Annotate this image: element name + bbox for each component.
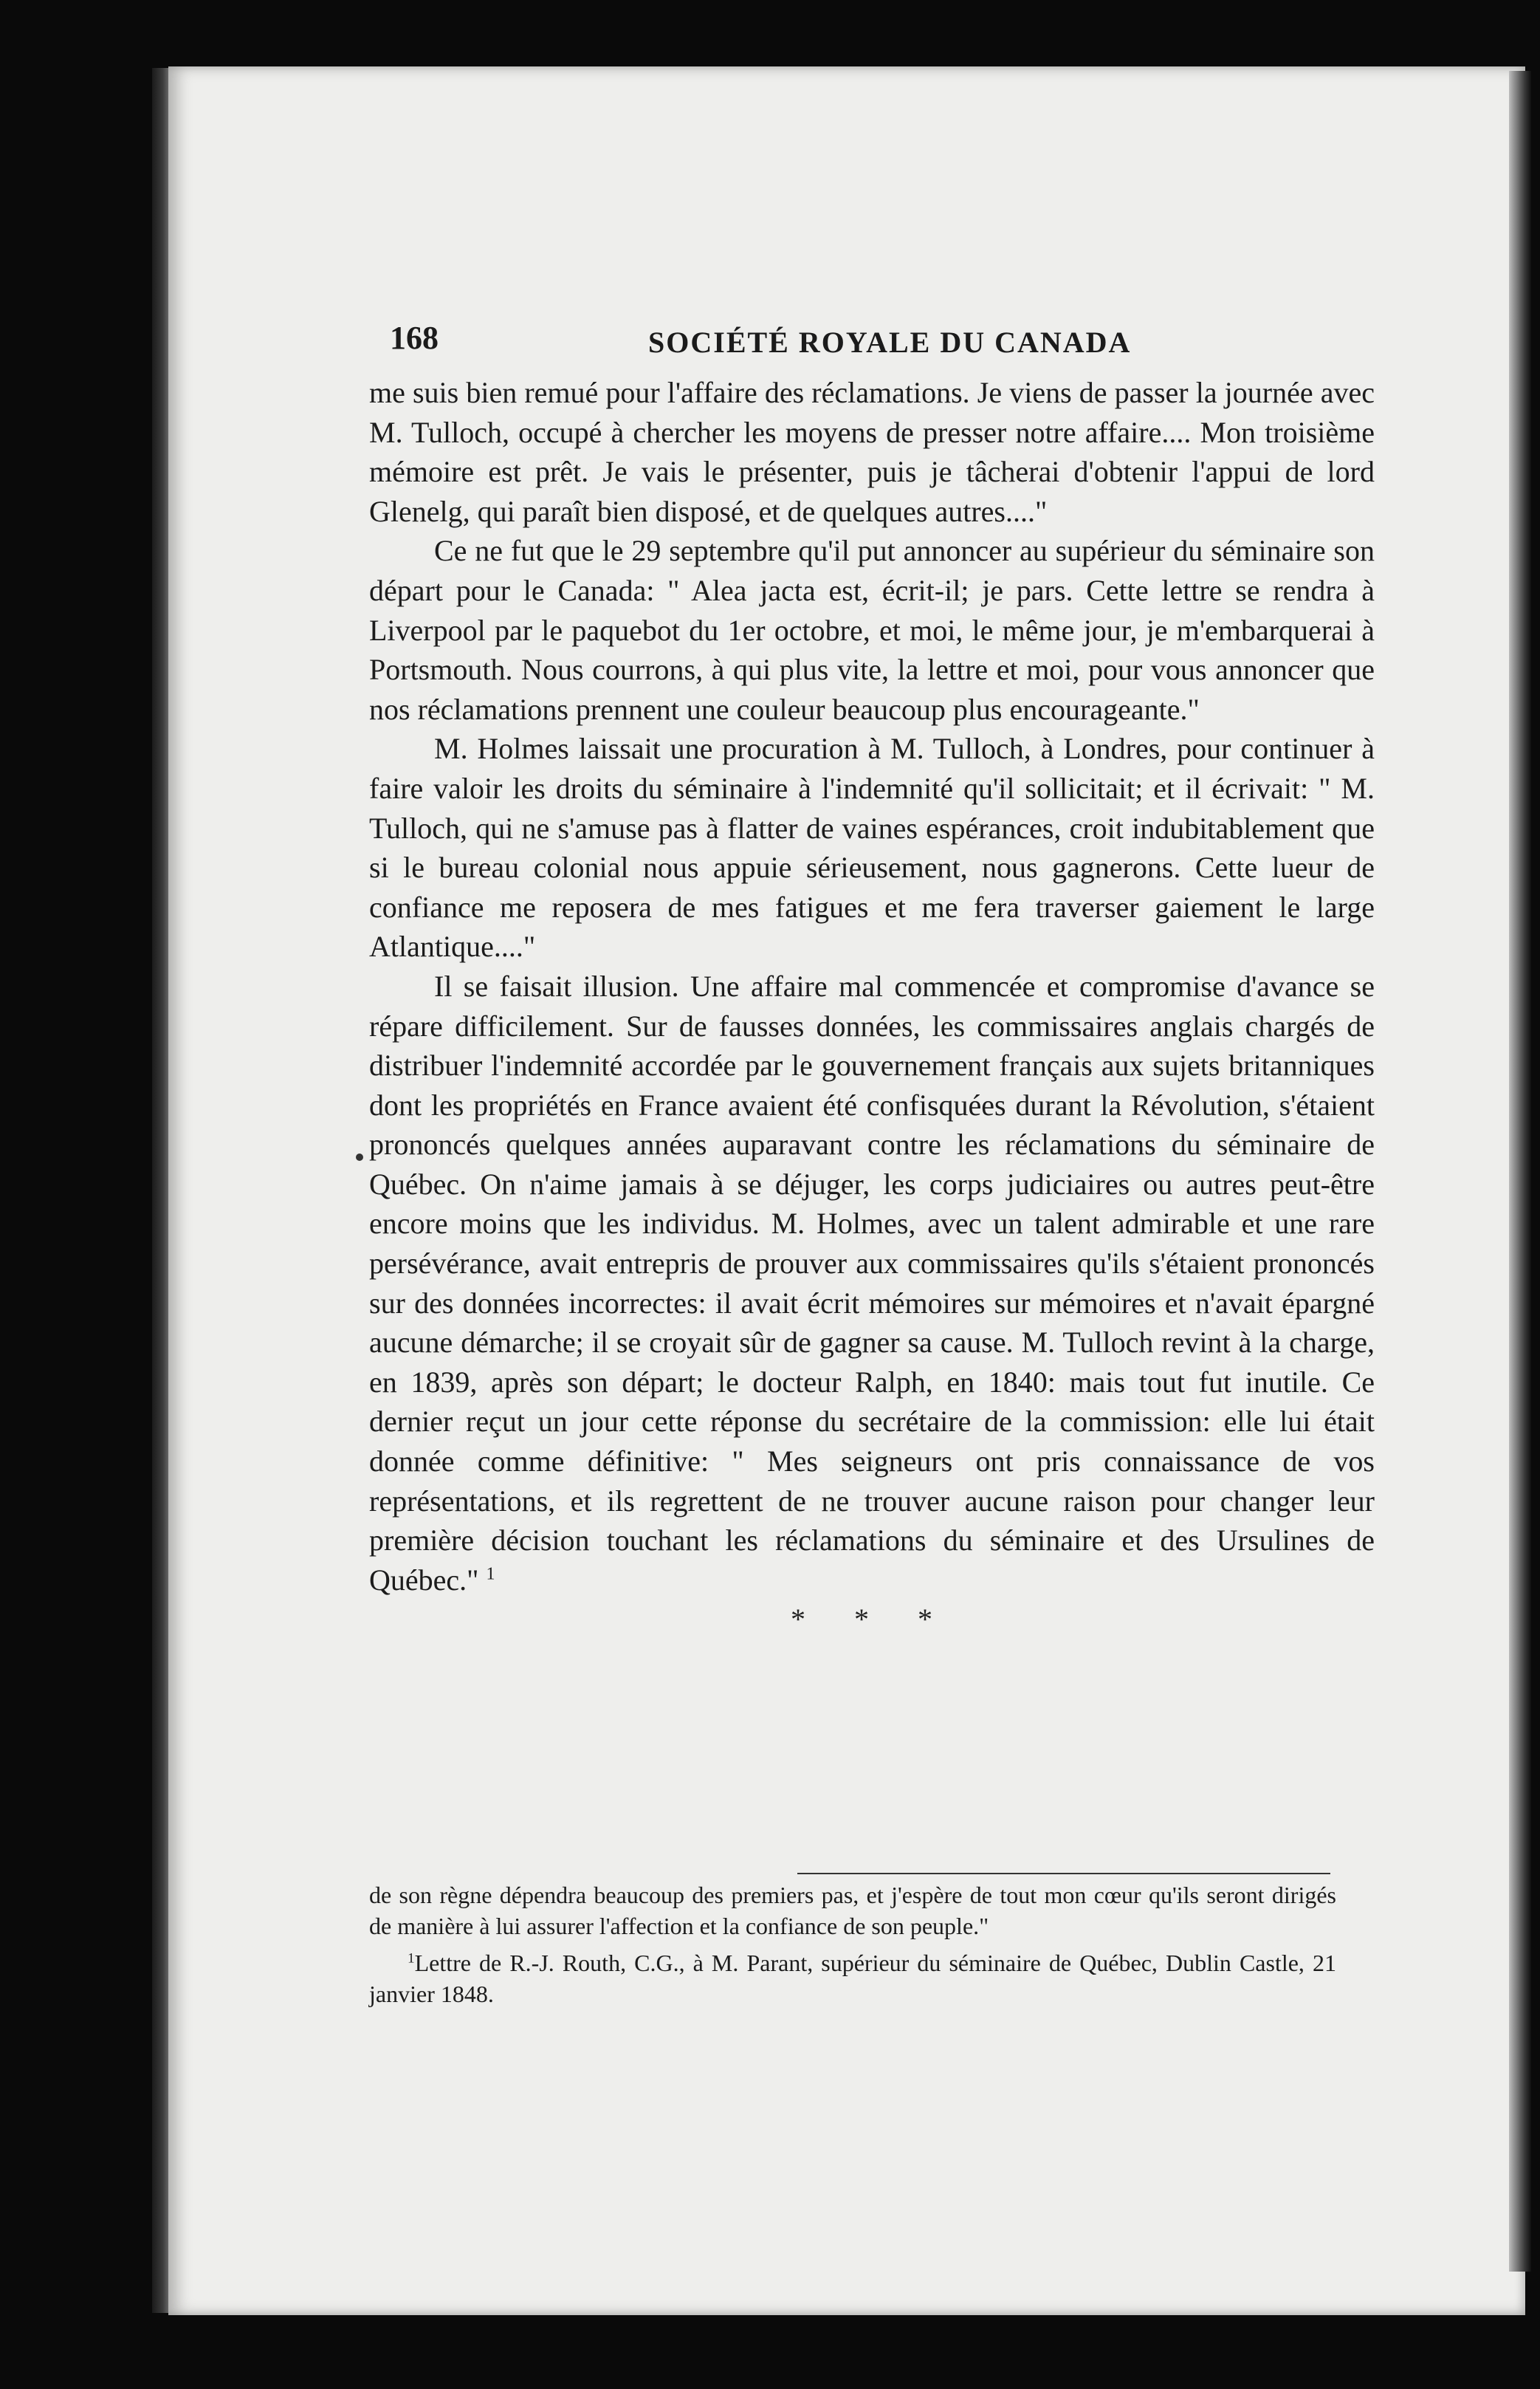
paragraph-text: Il se faisait illusion. Une affaire mal commencée et compromise d'avance se répare difficilement. Sur de fausses données, les commissaires anglais chargés de distribuer l'indemnité accordée par le gouvernement français aux sujets britanniques dont les propriétés en France avaient été confisquées durant la Révolution, s'étaient prononcés quelques années auparavant contre les réclamations du séminaire de Québec. On n'aime jamais à se déjuger, les corps judiciaires ou autres peut-être encore moins que les individus. M. Holmes, avec un talent admirable et une rare persévérance, avait entrepris de prouver aux commissaires qu'ils s'étaient prononcés sur des données incorrectes: il avait écrit mémoires sur mémoires et n'avait épargné aucune démarche; il se croyait sûr de gagner sa cause. M. Tulloch revint à la charge, en 1839, après son départ; le docteur Ralph, en 1840: mais tout fut inutile. Ce dernier reçut un jour cette réponse du secrétaire de la commission: elle lui était donnée comme définitive: " Mes seigneurs ont pris connaissance de vos représentations, et ils regrettent de ne trouver aucune raison pour changer leur première décision touchant les réclamations du séminaire et des Ursulines de Québec." <box>369 969 1375 1597</box>
footnote-1-marker: 1 <box>408 1950 415 1967</box>
body-text <box>369 373 1375 1639</box>
page-number: 168 <box>390 320 439 356</box>
paragraph-continued: me suis bien remué pour l'affaire des réclamations. Je viens de passer la journée avec M. Tulloch, occupé à chercher les moyens de presser notre affaire.... Mon troisième mémoire est prêt. Je vais le présenter, puis je tâcherai d'obtenir l'appui de lord Glenelg, qui paraît bien disposé, et de quelques autres...." <box>369 376 1375 528</box>
running-head: SOCIÉTÉ ROYALE DU CANADA <box>648 326 1132 359</box>
scan-left-edge <box>152 68 170 2313</box>
footnote-rule <box>797 1873 1330 1874</box>
page-header <box>390 319 1372 371</box>
margin-mark <box>356 1154 363 1161</box>
paragraph <box>369 967 1375 1600</box>
footnotes <box>369 1879 1336 2009</box>
scan-right-edge <box>1509 71 1531 2272</box>
footnote-continued: de son règne dépendra beaucoup des premiers pas, et j'espère de tout mon cœur qu'ils seront dirigés de manière à lui assurer l'affection et la confiance de son peuple." <box>369 1882 1336 1939</box>
paragraph: Ce ne fut que le 29 septembre qu'il put annoncer au supérieur du séminaire son départ pour le Canada: " Alea jacta est, écrit-il; je pars. Cette lettre se rendra à Liverpool par le paquebot du 1er octobre, et moi, le même jour, je m'embarquerai à Portsmouth. Nous courrons, à qui plus vite, la lettre et moi, pour vous annoncer que nos réclamations prennent une couleur beaucoup plus encourageante." <box>369 534 1375 726</box>
section-ornament: * * * <box>791 1603 953 1636</box>
paragraph: M. Holmes laissait une procuration à M. Tulloch, à Londres, pour continuer à faire valoir les droits du séminaire à l'indemnité qu'il sollicitait; et il écrivait: " M. Tulloch, qui ne s'amuse pas à flatter de vaines espérances, croit indubitablement que si le bureau colonial nous appuie sérieusement, nous gagnerons. Cette lueur de confiance me reposera de mes fatigues et me fera traverser gaiement le large Atlantique...." <box>369 732 1375 964</box>
footnote-1 <box>369 1947 1336 2009</box>
footnote-1-text: Lettre de R.-J. Routh, C.G., à M. Parant, supérieur du séminaire de Québec, Dublin Castle, 21 janvier 1848. <box>369 1950 1336 2007</box>
footnote-marker: 1 <box>486 1564 495 1584</box>
